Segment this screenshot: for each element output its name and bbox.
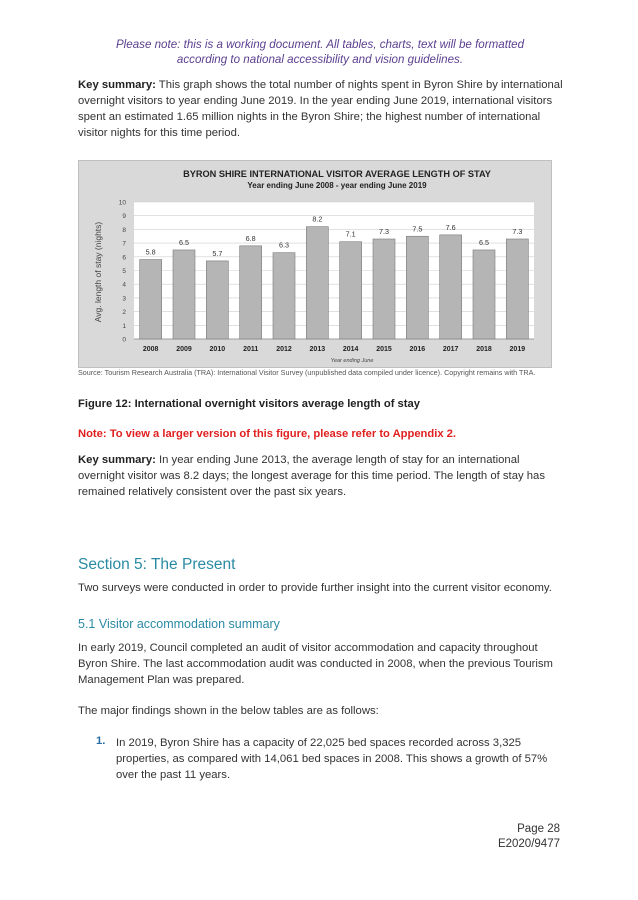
key-summary-text: In year ending June 2013, the average length of stay for an international overnight visitor was 8.2 days; the longest average for this time period. The length of stay has remained relatively consistent over the past six years.: [78, 454, 545, 498]
bar: [473, 250, 495, 339]
section-title: Section 5: The Present: [78, 556, 236, 573]
x-tick-label: 2012: [276, 346, 292, 353]
x-tick-label: 2011: [243, 346, 259, 353]
finding-text: In 2019, Byron Shire has a capacity of 22,025 bed spaces recorded across 3,325 properties, as compared with 14,061 bed spaces in 2008. This shows a growth of 57% over the past 11 years.: [116, 737, 548, 781]
bar-value-label: 5.8: [145, 247, 156, 257]
bar-value-label: 6.8: [245, 233, 256, 243]
y-tick-label: 9: [122, 213, 126, 221]
y-tick-label: 6: [122, 254, 126, 262]
y-tick-label: 1: [122, 322, 126, 330]
key-summary-label: Key summary:: [78, 454, 156, 466]
finding-number: 1.: [96, 735, 106, 747]
bar: [440, 235, 462, 339]
chart-subtitle: Year ending June 2008 - year ending June 2019: [247, 181, 427, 190]
bar: [340, 242, 362, 339]
x-tick-label: 2019: [509, 346, 526, 353]
findings-intro: The major findings shown in the below tables are as follows:: [78, 705, 379, 717]
bar: [406, 236, 428, 339]
bar: [140, 260, 162, 339]
bar-value-label: 7.3: [379, 226, 389, 236]
chart-title: BYRON SHIRE INTERNATIONAL VISITOR AVERAGE LENGTH OF STAY: [183, 169, 491, 179]
y-tick-label: 8: [122, 226, 126, 234]
chart-x-axis-label: Year ending June: [330, 358, 374, 364]
bar: [373, 239, 395, 339]
length-of-stay-chart: [78, 160, 552, 368]
bar-value-label: 7.5: [412, 224, 423, 234]
working-document-note-line1: Please note: this is a working document. All tables, charts, text will be formatted: [115, 38, 525, 51]
bar: [173, 250, 195, 339]
key-summary-stay: [78, 452, 563, 500]
y-tick-label: 5: [122, 268, 126, 275]
bar-value-label: 6.5: [179, 237, 189, 247]
subsection-title: 5.1 Visitor accommodation summary: [78, 617, 280, 631]
working-document-note-line2: according to national accessibility and vision guidelines.: [176, 52, 464, 66]
x-tick-label: 2008: [142, 346, 159, 353]
x-tick-label: 2009: [176, 346, 192, 353]
bar-value-label: 7.6: [445, 222, 456, 232]
bar-value-label: 6.3: [279, 240, 289, 250]
chart-svg: [78, 160, 552, 368]
key-summary-nights: [78, 77, 563, 141]
chart-source-note: Source: Tourism Research Australia (TRA): International Visitor Survey (unpublished data compiled under licence). Copyright remains with TRA.: [78, 368, 536, 377]
bar: [273, 253, 295, 339]
y-tick-label: 7: [122, 240, 126, 248]
working-document-note: [60, 38, 580, 67]
key-summary-label: Key summary:: [78, 79, 156, 91]
x-tick-label: 2014: [342, 346, 359, 353]
y-tick-label: 3: [122, 295, 126, 303]
bar-value-label: 6.5: [479, 237, 489, 247]
bar: [506, 239, 528, 339]
x-tick-label: 2017: [442, 346, 459, 353]
y-tick-label: 2: [122, 309, 126, 317]
appendix-note: Note: To view a larger version of this figure, please refer to Appendix 2.: [78, 428, 456, 440]
key-summary-text: This graph shows the total number of nights spent in Byron Shire by international overnight visitors to year ending June 2019. In the year ending June 2019, international visitors spent an estimated 1.65 million nights in the Byron Shire; the highest number of international visitor nights for this time period.: [78, 79, 563, 139]
x-tick-label: 2018: [476, 346, 492, 353]
bar: [206, 261, 228, 339]
x-tick-label: 2016: [409, 346, 426, 353]
section-intro: Two surveys were conducted in order to provide further insight into the current visitor economy.: [78, 582, 552, 594]
y-tick-label: 0: [122, 336, 126, 344]
bar: [306, 227, 328, 339]
page-number: Page 28: [517, 823, 560, 835]
x-tick-label: 2015: [376, 346, 392, 353]
x-tick-label: 2013: [309, 346, 326, 353]
bar-value-label: 7.1: [345, 229, 356, 239]
bar-value-label: 7.3: [512, 226, 523, 236]
y-tick-label: 4: [122, 281, 126, 289]
x-tick-label: 2010: [209, 346, 226, 353]
document-reference: E2020/9477: [497, 837, 560, 850]
bar-value-label: 8.2: [312, 214, 323, 224]
chart-y-axis-label: Avg. length of stay (nights): [93, 221, 103, 323]
bar: [240, 246, 262, 339]
page-footer: [440, 822, 560, 851]
bar-value-label: 5.7: [212, 248, 223, 258]
subsection-paragraph: In early 2019, Council completed an audit of visitor accommodation and capacity throughout Byron Shire. The last accommodation audit was conducted in 2008, when the previous Tourism Management Plan was prepared.: [78, 642, 553, 686]
y-tick-label: 10: [118, 199, 126, 207]
figure-caption: Figure 12: International overnight visitors average length of stay: [78, 398, 420, 410]
